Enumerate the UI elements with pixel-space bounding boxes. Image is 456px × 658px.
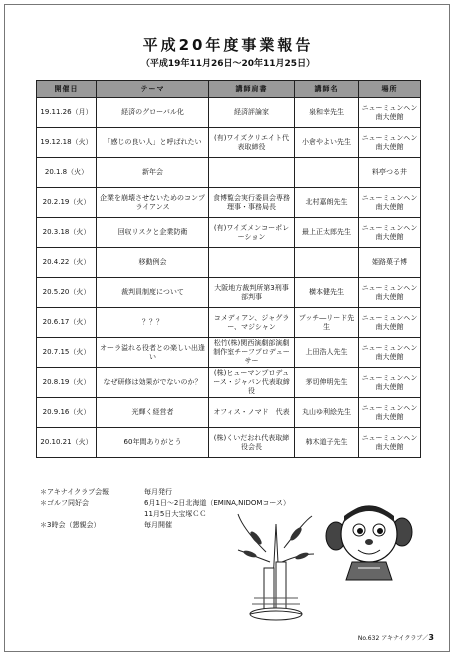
- row-speaker-title: (有)ワイズメンコーポレーション: [209, 218, 295, 248]
- row-speaker: 丸山ゆ利絵先生: [295, 398, 359, 428]
- row-theme: 企業を崩壊させないためのコンプライアンス: [97, 188, 209, 218]
- events-table: [36, 80, 421, 458]
- row-speaker-title: [209, 248, 295, 278]
- row-venue: ニューミュンヘン南大使館: [359, 368, 421, 398]
- row-speaker: 小倉やよい先生: [295, 128, 359, 158]
- row-theme: 「感じの良い人」と呼ばれたい: [97, 128, 209, 158]
- row-speaker-title: コメディアン、ジャグラー、マジシャン: [209, 308, 295, 338]
- row-venue: ニューミュンヘン南大使館: [359, 308, 421, 338]
- row-speaker-title: [209, 158, 295, 188]
- row-theme: 裁判員制度について: [97, 278, 209, 308]
- table-header-row: [37, 81, 421, 98]
- table-row: [37, 188, 421, 218]
- row-speaker-title: (株)ヒューマンプロデュース・ジャパン代表取締役: [209, 368, 295, 398]
- header-date: 開催日: [37, 81, 97, 98]
- row-venue: 料亭つる井: [359, 158, 421, 188]
- row-date: 19.12.18（火）: [37, 128, 97, 158]
- row-speaker: [295, 248, 359, 278]
- footer-line: [40, 498, 290, 509]
- row-venue: ニューミュンヘン南大使館: [359, 338, 421, 368]
- row-venue: 姫路菓子博: [359, 248, 421, 278]
- row-venue: ニューミュンヘン南大使館: [359, 428, 421, 458]
- publication-label: アキナイクラブ／: [381, 635, 429, 642]
- row-venue: ニューミュンヘン南大使館: [359, 128, 421, 158]
- footer-line: [40, 487, 290, 498]
- table-row: [37, 248, 421, 278]
- report-title: 平成20年度事業報告: [142, 36, 314, 54]
- row-theme: 経済のグローバル化: [97, 98, 209, 128]
- row-date: 20.2.19（火）: [37, 188, 97, 218]
- row-theme: オーラ溢れる役者との楽しい出逢い: [97, 338, 209, 368]
- footer-label: ＊ゴルフ同好会: [40, 499, 89, 507]
- row-theme: なぜ研修は効果がでないのか？: [97, 368, 209, 398]
- table-row: [37, 218, 421, 248]
- row-theme: 新年会: [97, 158, 209, 188]
- footer-label: [40, 509, 144, 520]
- row-speaker-title: 経済評論家: [209, 98, 295, 128]
- row-venue: ニューミュンヘン南大使館: [359, 398, 421, 428]
- page-num: 3: [428, 633, 434, 642]
- footer-label: ＊アキナイクラブ会報: [40, 488, 110, 496]
- table-row: [37, 128, 421, 158]
- table-row: [37, 398, 421, 428]
- report-period: （平成19年11月26日〜20年11月25日）: [140, 59, 316, 69]
- row-speaker-title: (有)ワイズクリエイト代表取締役: [209, 128, 295, 158]
- row-speaker: 泉和幸先生: [295, 98, 359, 128]
- row-date: 20.4.22（火）: [37, 248, 97, 278]
- footer-value: 6月1日〜2日北海道（EMINA,NIDOMコース）: [144, 499, 291, 507]
- row-speaker: [295, 158, 359, 188]
- row-speaker: 上田浩人先生: [295, 338, 359, 368]
- row-venue: ニューミュンヘン南大使館: [359, 188, 421, 218]
- footer-value: 11月5日大宝塚ＣＣ: [144, 510, 207, 518]
- row-date: 20.6.17（火）: [37, 308, 97, 338]
- footer-label: ＊3時会（懇親会）: [40, 521, 101, 529]
- row-date: 20.10.21（火）: [37, 428, 97, 458]
- row-theme: 光輝く経営者: [97, 398, 209, 428]
- header-theme: テーマ: [97, 81, 209, 98]
- table-row: [37, 308, 421, 338]
- row-speaker: 北村嘉朗先生: [295, 188, 359, 218]
- row-venue: ニューミュンヘン南大使館: [359, 278, 421, 308]
- row-theme: 60年間ありがとう: [97, 428, 209, 458]
- header-speaker-title: 講師肩書: [209, 81, 295, 98]
- header-venue: 場所: [359, 81, 421, 98]
- row-venue: ニューミュンヘン南大使館: [359, 98, 421, 128]
- header-speaker: 講師名: [295, 81, 359, 98]
- row-date: 20.8.19（火）: [37, 368, 97, 398]
- row-venue: ニューミュンヘン南大使館: [359, 218, 421, 248]
- row-speaker: 柿木道子先生: [295, 428, 359, 458]
- row-speaker-title: 食博覧会実行委員会専務理事・事務局長: [209, 188, 295, 218]
- row-speaker: 茅切伸明先生: [295, 368, 359, 398]
- mascot-character-icon: [322, 498, 416, 582]
- row-speaker-title: 松竹(株)関西演劇部演劇制作室チーフプロデューサー: [209, 338, 295, 368]
- row-date: 20.1.8（火）: [37, 158, 97, 188]
- table-row: [37, 368, 421, 398]
- row-theme: 回収リスクと企業防衛: [97, 218, 209, 248]
- row-speaker-title: 大阪地方裁判所第3刑事部判事: [209, 278, 295, 308]
- row-speaker-title: (株)くいだおれ代表取締役会長: [209, 428, 295, 458]
- row-date: 20.5.20（火）: [37, 278, 97, 308]
- page-number: [358, 633, 434, 642]
- row-speaker: 横本健先生: [295, 278, 359, 308]
- table-row: [37, 98, 421, 128]
- issue-number: No.632: [357, 635, 380, 642]
- row-date: 20.3.18（火）: [37, 218, 97, 248]
- row-date: 20.7.15（火）: [37, 338, 97, 368]
- footer-value: 毎月発行: [144, 488, 172, 496]
- table-row: [37, 278, 421, 308]
- footer-value: 毎月開催: [144, 521, 172, 529]
- row-theme: ？？？: [97, 308, 209, 338]
- table-row: [37, 428, 421, 458]
- row-date: 20.9.16（火）: [37, 398, 97, 428]
- table-row: [37, 158, 421, 188]
- table-row: [37, 338, 421, 368]
- row-speaker-title: オフィス・ノマド 代表: [209, 398, 295, 428]
- row-date: 19.11.26（月）: [37, 98, 97, 128]
- row-speaker: 最上正太郎先生: [295, 218, 359, 248]
- row-theme: 移動例会: [97, 248, 209, 278]
- row-speaker: ブッチ―リード先生: [295, 308, 359, 338]
- bamboo-decoration-icon: [236, 512, 316, 624]
